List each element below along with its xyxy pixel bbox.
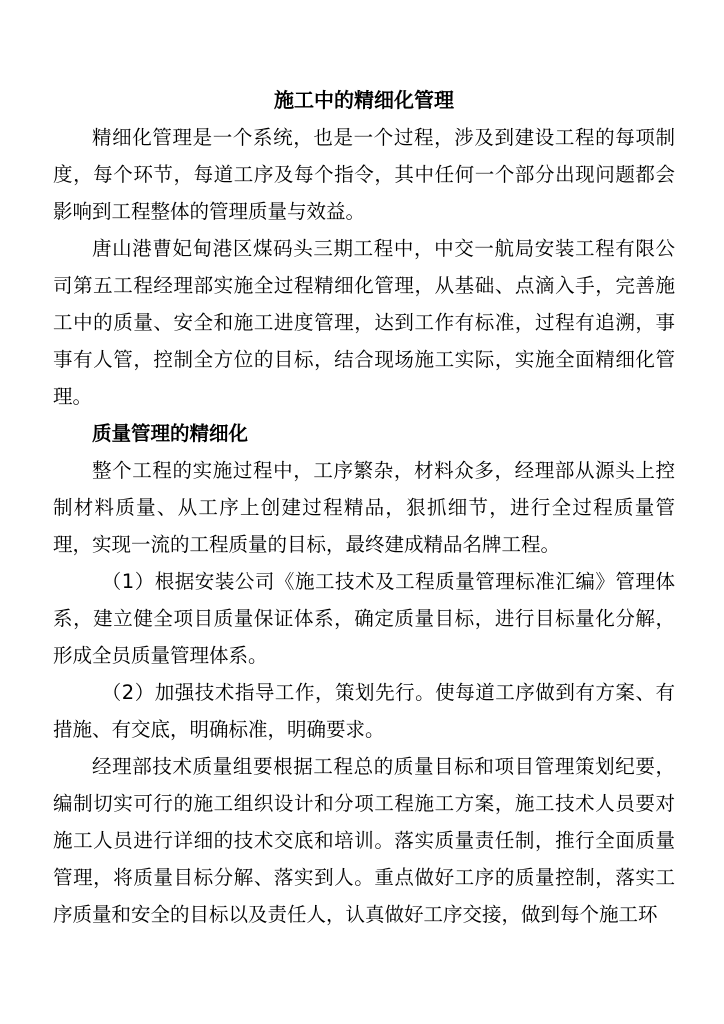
paragraph-item-2: （2）加强技术指导工作，策划先行。使每道工序做到有方案、有措施、有交底，明确标准，明确要求。 bbox=[53, 681, 675, 741]
paragraph-item-1: （1）根据安装公司《施工技术及工程质量管理标准汇编》管理体系，建立健全项目质量保证体系，确定质量目标，进行目标量化分解，形成全员质量管理体系。 bbox=[53, 570, 675, 667]
paragraph-project: 唐山港曹妃甸港区煤码头三期工程中，中交一航局安装工程有限公司第五工程经理部实施全过程精细化管理，从基础、点滴入手，完善施工中的质量、安全和施工进度管理，达到工作有标准，过程有追溯，事事有人管，控制全方位的目标，结合现场施工实际，实施全面精细化管理。 bbox=[53, 237, 675, 408]
paragraph-technical-quality: 经理部技术质量组要根据工程总的质量目标和项目管理策划纪要，编制切实可行的施工组织设计和分项工程施工方案，施工技术人员要对施工人员进行详细的技术交底和培训。落实质量责任制，推行全面质量管理，将质量目标分解、落实到人。重点做好工序的质量控制，落实工序质量和安全的目标以及责任人，认真做好工序交接，做到每个施工环 bbox=[53, 755, 675, 926]
document-title: 施工中的精细化管理 bbox=[274, 88, 454, 112]
paragraph-intro: 精细化管理是一个系统，也是一个过程，涉及到建设工程的每项制度，每个环节，每道工序及每个指令，其中任何一个部分出现问题都会影响到工程整体的管理质量与效益。 bbox=[53, 126, 675, 223]
section-heading: 质量管理的精细化 bbox=[92, 422, 249, 445]
document-page bbox=[53, 82, 675, 933]
paragraph-quality-overview: 整个工程的实施过程中，工序繁杂，材料众多，经理部从源头上控制材料质量、从工序上创建过程精品，狠抓细节，进行全过程质量管理，实现一流的工程质量的目标，最终建成精品名牌工程。 bbox=[53, 459, 675, 556]
